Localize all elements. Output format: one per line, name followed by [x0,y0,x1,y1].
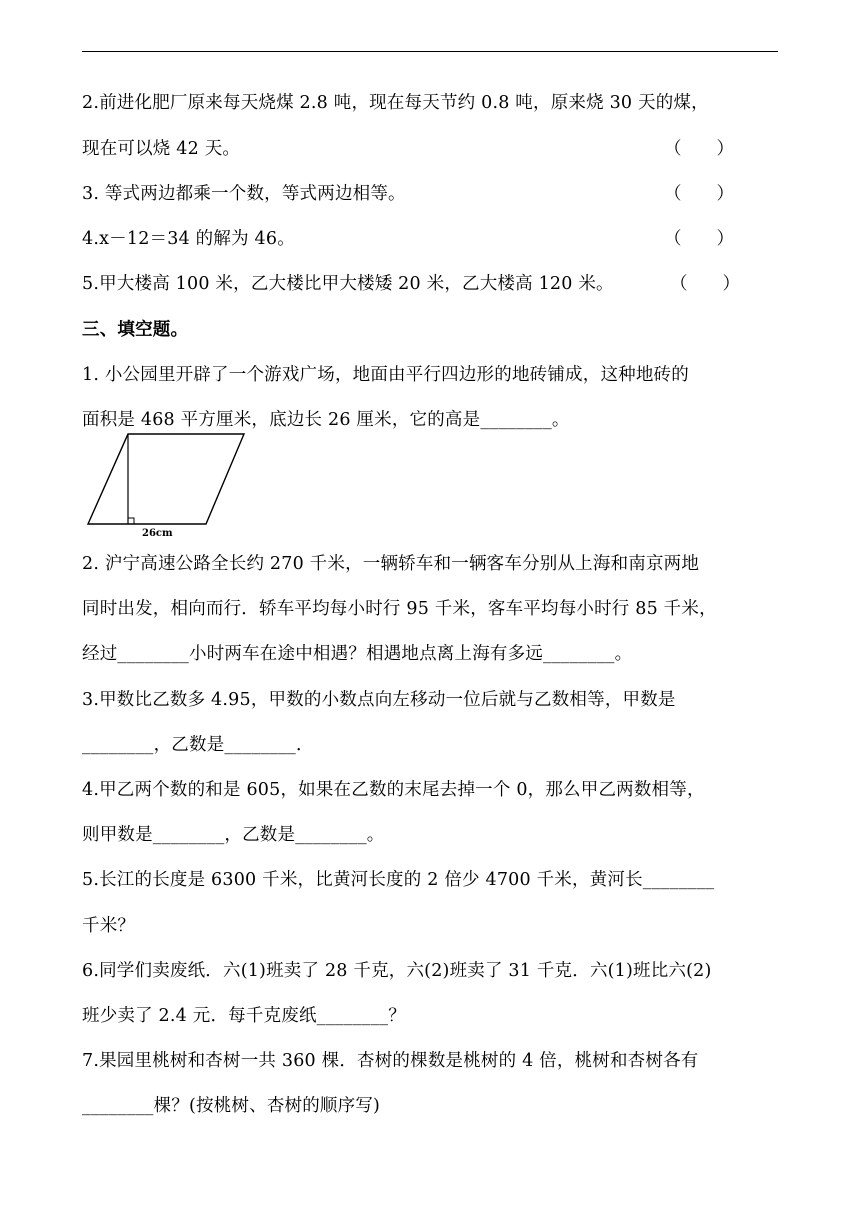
fill-q7-line2: ________棵？(按桃树、杏树的顺序写) [82,1096,381,1116]
judgment-q2-answer-paren: （ ） [664,139,734,159]
fill-q4-line1: 4.甲乙两个数的和是 605，如果在乙数的末尾去掉一个 0，那么甲乙两数相等， [82,780,705,800]
judgment-q5-answer-paren: （ ） [670,274,740,294]
header-rule [82,51,778,52]
parallelogram-shape [88,434,244,524]
parallelogram-base-label: 26cm [142,528,173,539]
fill-q5-line2: 千米？ [82,916,136,936]
judgment-q5-line: 5.甲大楼高 100 米，乙大楼比甲大楼矮 20 米，乙大楼高 120 米。 [82,274,614,294]
fill-q3-line1: 3.甲数比乙数多 4.95，甲数的小数点向左移动一位后就与乙数相等，甲数是 [82,690,676,710]
fill-q3-line2: ________，乙数是________． [82,735,314,755]
judgment-q2-line2: 现在可以烧 42 天。 [82,139,241,159]
fill-q6-line2: 班少卖了 2.4 元．每千克废纸________？ [82,1006,406,1026]
fill-q1-line1: 1. 小公园里开辟了一个游戏广场，地面由平行四边形的地砖铺成，这种地砖的 [82,365,689,385]
parallelogram-figure [82,428,252,540]
fill-q2-line2: 同时出发，相向而行．轿车平均每小时行 95 千米，客车平均每小时行 85 千米， [82,599,717,619]
fill-q2-line1: 2. 沪宁高速公路全长约 270 千米，一辆轿车和一辆客车分别从上海和南京两地 [82,554,700,574]
section-heading-fill-blank: 三、填空题。 [82,320,189,340]
judgment-q4-line: 4.x－12＝34 的解为 46。 [82,229,295,249]
judgment-q2-line1: 2.前进化肥厂原来每天烧煤 2.8 吨，现在每天节约 0.8 吨，原来烧 30 天的煤， [82,93,709,113]
fill-q4-line2: 则甲数是________，乙数是________。 [82,825,385,845]
fill-q2-line3: 经过________小时两车在途中相遇？相遇地点离上海有多远________。 [82,644,633,664]
fill-q6-line1: 6.同学们卖废纸．六(1)班卖了 28 千克，六(2)班卖了 31 千克．六(1)班比六(2) [82,961,712,981]
judgment-q4-answer-paren: （ ） [664,229,734,249]
judgment-q3-line: 3. 等式两边都乘一个数，等式两边相等。 [82,184,406,204]
fill-q1-line2: 面积是 468 平方厘米，底边长 26 厘米，它的高是________。 [82,410,570,430]
fill-q7-line1: 7.果园里桃树和杏树一共 360 棵．杏树的棵数是桃树的 4 倍，桃树和杏树各有 [82,1051,699,1071]
judgment-q3-answer-paren: （ ） [664,184,734,204]
right-angle-mark [128,518,134,524]
fill-q5-line1: 5.长江的长度是 6300 千米，比黄河长度的 2 倍少 4700 千米，黄河长________ [82,870,715,890]
